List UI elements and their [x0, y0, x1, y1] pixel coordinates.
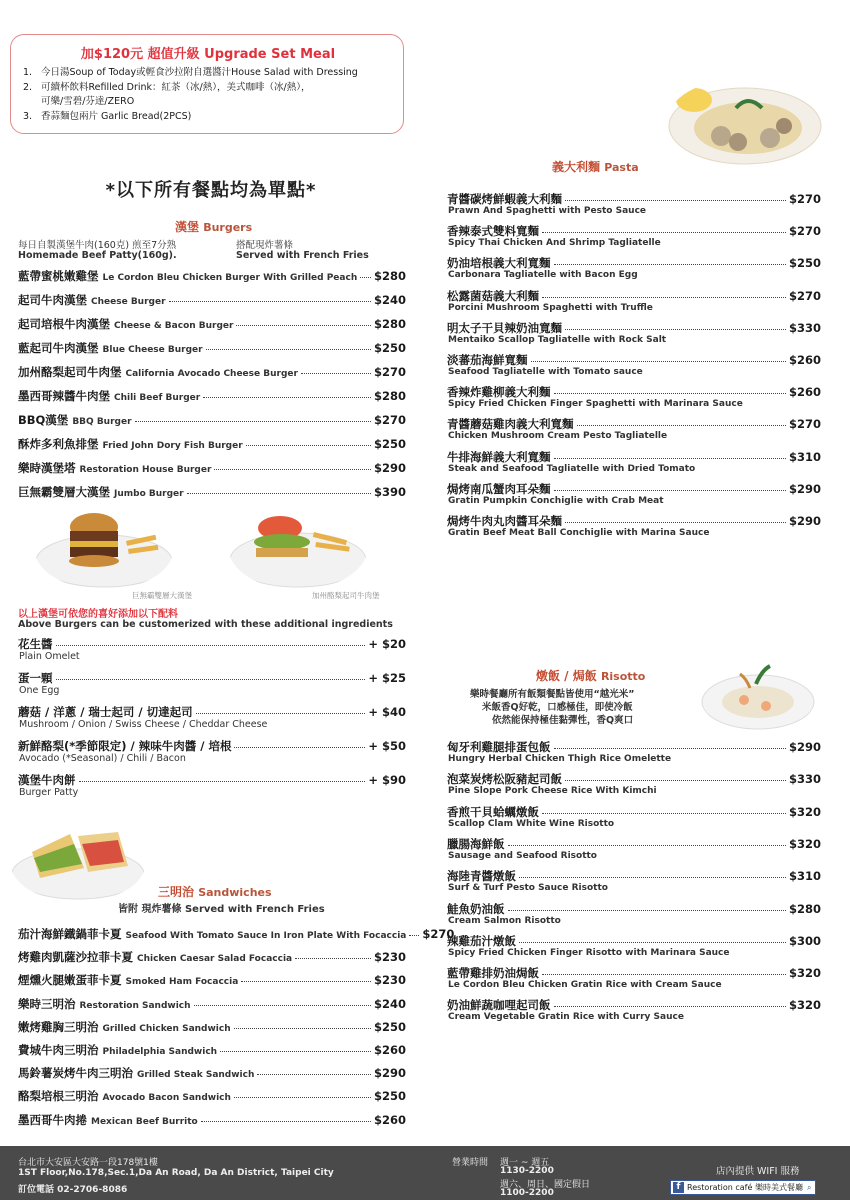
sandwiches-note: 皆附 現炸薯條 Served with French Fries	[118, 904, 325, 915]
pasta-row	[447, 255, 821, 271]
item-price: $250	[373, 437, 406, 451]
addons-title-zh: 以上漢堡可依您的喜好添加以下配料	[18, 609, 178, 620]
item-name-zh: 墨西哥牛肉捲	[18, 1112, 87, 1127]
item-price: $250	[788, 256, 821, 271]
item-name-en: Cream Vegetable Gratin Rice with Curry Sauce	[448, 1012, 684, 1023]
item-price: + $25	[368, 671, 406, 685]
facebook-badge[interactable]	[670, 1180, 816, 1195]
item-name-en: Mentaiko Scallop Tagliatelle with Rock Salt	[448, 334, 667, 345]
item-name-en: Chili Beef Burger	[114, 393, 201, 403]
pasta-row	[447, 320, 821, 336]
item-name-en: Seafood Tagliatelle with Tomato sauce	[448, 367, 643, 377]
pasta-section-title: 義大利麵 Pasta	[552, 160, 639, 174]
risotto-row	[447, 804, 821, 820]
item-price: $270	[422, 927, 455, 941]
jumbo-burger-caption: 巨無霸雙層大漢堡	[132, 591, 192, 600]
dot-leader	[236, 325, 371, 326]
dot-leader	[577, 425, 786, 426]
item-price: $240	[373, 293, 406, 307]
item-name-zh: 奶油鮮蔬咖哩起司飯	[447, 998, 551, 1013]
item-name-en: Pine Slope Pork Cheese Rice With Kimchi	[448, 786, 657, 797]
item-price: $390	[373, 485, 406, 499]
sandwich-row	[18, 1065, 406, 1081]
burger-row	[18, 292, 406, 308]
pasta-row	[447, 416, 821, 432]
item-name-zh: 藍帶雞排奶油焗飯	[447, 966, 539, 981]
item-price: $230	[373, 973, 406, 988]
dot-leader	[554, 264, 786, 265]
upgrade-item: 1. 今日湯Soup of Today或輕食沙拉附自選醬汁House Salad with Dressing	[23, 67, 358, 78]
risotto-row	[447, 868, 821, 884]
item-name-en: Avocado Bacon Sandwich	[102, 1093, 231, 1104]
item-price: $290	[788, 514, 821, 528]
item-name-zh: 嫩烤雞胸三明治	[18, 1019, 99, 1034]
dot-leader	[565, 329, 786, 330]
item-price: $310	[788, 449, 821, 464]
item-name-zh: 泡菜炭烤松阪豬起司飯	[447, 772, 562, 787]
facebook-label: Restoration café 樂時美式餐廳	[687, 1183, 803, 1192]
item-price: $270	[788, 417, 821, 432]
item-name-zh: 煙燻火腿嫩蛋菲卡夏	[18, 973, 122, 988]
item-price: $320	[788, 966, 821, 981]
item-name-zh: 松露菌菇義大利麵	[447, 288, 539, 303]
risotto-row	[447, 771, 821, 787]
dot-leader	[234, 1028, 371, 1029]
addon-row	[18, 670, 406, 686]
facebook-icon: f	[673, 1182, 684, 1193]
burger-row	[18, 484, 406, 500]
item-price: $260	[373, 1112, 406, 1127]
item-price: $240	[373, 996, 406, 1011]
item-price: $320	[788, 998, 821, 1013]
item-price: $270	[373, 365, 406, 379]
dot-leader	[542, 232, 786, 233]
item-price: $320	[788, 804, 821, 819]
item-name-zh: 巨無霸雙層大漢堡	[18, 485, 110, 499]
upgrade-item: 3. 香蒜麵包兩片 Garlic Bread(2PCS)	[23, 110, 192, 122]
dot-leader	[206, 349, 371, 350]
dot-leader	[542, 813, 786, 814]
item-name-en: BBQ Burger	[72, 417, 132, 427]
upgrade-set-box	[10, 34, 404, 134]
item-price: $330	[788, 320, 821, 335]
item-name-en: Porcini Mushroom Spaghetti with Truffle	[448, 302, 653, 313]
item-name-zh: 鮭魚奶油飯	[447, 901, 505, 916]
avocado-burger-photo	[228, 502, 368, 590]
item-name-zh: 臘腸海鮮飯	[447, 836, 505, 851]
item-name-zh: 馬鈴薯炭烤牛肉三明治	[18, 1066, 133, 1081]
item-price: $290	[788, 740, 821, 754]
item-name-en: Spicy Thai Chicken And Shrimp Tagliatelle	[448, 238, 661, 249]
item-name-en: Grilled Steak Sandwich	[137, 1070, 255, 1081]
dot-leader	[519, 942, 786, 943]
item-name-en: Mexican Beef Burrito	[91, 1116, 198, 1127]
item-name-zh: 墨西哥辣醬牛肉堡	[18, 389, 110, 403]
dot-leader	[257, 1074, 371, 1075]
item-name-zh: 蛋一顆	[18, 671, 53, 685]
burger-row	[18, 340, 406, 356]
item-name-zh: 牛排海鮮義大利寬麵	[447, 449, 551, 464]
risotto-row	[447, 836, 821, 852]
item-name-en: Carbonara Tagliatelle with Bacon Egg	[448, 270, 638, 281]
risotto-row	[447, 965, 821, 981]
item-name-zh: 酪梨培根三明治	[18, 1089, 99, 1104]
addons-title-en: Above Burgers can be customerized with these additional ingredients	[18, 619, 393, 630]
item-name-en: Avocado (*Seasonal) / Chili / Bacon	[19, 753, 186, 764]
dot-leader	[79, 781, 366, 782]
item-name-en: Fried John Dory Fish Burger	[102, 441, 243, 451]
item-price: $310	[788, 869, 821, 884]
dot-leader	[301, 373, 371, 374]
dot-leader	[565, 780, 786, 781]
item-name-en: Philadelphia Sandwich	[102, 1047, 218, 1057]
dot-leader	[187, 493, 371, 494]
fries-note-en: Served with French Fries	[236, 250, 369, 261]
item-name-zh: 樂時漢堡塔	[18, 461, 76, 475]
item-name-en: Steak and Seafood Tagliatelle with Dried Tomato	[448, 463, 696, 474]
item-price: $330	[788, 772, 821, 787]
fries-note-zh: 搭配現炸薯條	[236, 240, 294, 251]
dot-leader	[360, 277, 371, 278]
upgrade-title: 加$120元 超值升級 Upgrade Set Meal	[80, 47, 336, 62]
item-name-en: Jumbo Burger	[114, 489, 184, 499]
item-name-en: Gratin Pumpkin Conchiglie with Crab Meat	[448, 495, 664, 506]
item-name-zh: 藍起司牛肉漢堡	[18, 341, 99, 355]
sandwich-row	[18, 1019, 406, 1035]
burger-row	[18, 364, 406, 380]
item-name-zh: 匈牙利雞腿排蛋包飯	[447, 740, 551, 754]
item-name-zh: 新鮮酪梨(*季節限定) / 辣味牛肉醬 / 培根	[18, 739, 232, 753]
item-name-en: Spicy Fried Chicken Finger Risotto with Marinara Sauce	[448, 947, 730, 958]
footer-address-zh: 台北市大安區大安路一段178號1樓	[18, 1158, 158, 1168]
dot-leader	[554, 393, 786, 394]
risotto-row	[447, 739, 821, 755]
item-name-zh: 起司牛肉漢堡	[18, 293, 87, 307]
item-name-en: Surf & Turf Pesto Sauce Risotto	[448, 883, 608, 894]
burger-row	[18, 388, 406, 404]
sandwich-row	[18, 996, 406, 1012]
risotto-row	[447, 901, 821, 917]
item-name-en: Le Cordon Bleu Chicken Burger With Grilled Peach	[102, 273, 358, 283]
upgrade-item: 2. 可續杯飲料Refilled Drink：紅茶（冰/熱），美式咖啡（冰/熱），	[23, 81, 311, 93]
item-price: $280	[373, 269, 406, 283]
item-price: $260	[788, 385, 821, 400]
item-name-en: Cream Salmon Risotto	[448, 915, 561, 926]
risotto-note-1: 樂時餐廳所有飯類餐點皆使用“越光米”	[470, 689, 635, 700]
item-name-zh: 青醬碳烤鮮蝦義大利麵	[447, 192, 562, 206]
item-price: + $20	[368, 637, 406, 651]
burgers-section-title: 漢堡 Burgers	[175, 220, 253, 234]
footer-weekend-time: 1100-2200	[500, 1188, 554, 1198]
item-name-zh: 藍帶蜜桃嫩雞堡	[18, 269, 99, 283]
item-name-zh: 焗烤牛肉丸肉醬耳朵麵	[447, 514, 562, 528]
item-name-en: Seafood With Tomato Sauce In Iron Plate With Focaccia	[125, 931, 407, 941]
item-name-zh: 海陸青醬燉飯	[447, 869, 516, 884]
item-name-en: Gratin Beef Meat Ball Conchiglie with Marina Sauce	[448, 528, 710, 538]
item-name-en: Cheese & Bacon Burger	[114, 321, 234, 331]
dot-leader	[56, 679, 366, 680]
sandwich-row	[18, 972, 406, 988]
item-name-zh: 起司培根牛肉漢堡	[18, 317, 110, 331]
dot-leader	[554, 1006, 786, 1007]
risotto-photo	[700, 662, 816, 732]
footer-phone: 訂位電話 02-2706-8086	[18, 1185, 128, 1195]
footer-weekday: 週一 ~ 週五	[500, 1158, 550, 1168]
item-name-zh: 辣雞茄汁燉飯	[447, 933, 516, 948]
item-name-zh: 樂時三明治	[18, 996, 76, 1011]
dot-leader	[295, 958, 371, 959]
sandwich-row	[18, 1088, 406, 1104]
item-price: $260	[788, 353, 821, 367]
item-name-en: Scallop Clam White Wine Risotto	[448, 818, 615, 829]
addon-row	[18, 704, 406, 720]
sandwich-row	[18, 949, 406, 965]
item-name-en: One Egg	[19, 685, 60, 696]
patty-note-en: Homemade Beef Patty(160g).	[18, 250, 177, 261]
item-name-zh: 酥炸多利魚排堡	[18, 437, 99, 451]
item-name-en: Cheese Burger	[91, 297, 166, 307]
jumbo-burger-photo	[34, 505, 174, 590]
dot-leader	[56, 645, 366, 646]
item-name-en: Burger Patty	[19, 787, 79, 798]
dot-leader	[214, 469, 371, 470]
main-heading: *以下所有餐點均為單點*	[105, 180, 317, 201]
item-name-zh: 奶油培根義大利寬麵	[447, 256, 551, 271]
search-icon: ⌕	[806, 1182, 812, 1192]
item-name-en: Sausage and Seafood Risotto	[448, 850, 597, 861]
item-name-en: Grilled Chicken Sandwich	[102, 1023, 231, 1034]
item-name-en: Mushroom / Onion / Swiss Cheese / Cheddar Cheese	[19, 719, 268, 730]
item-name-en: Plain Omelet	[19, 651, 80, 662]
item-name-en: Blue Cheese Burger	[102, 345, 203, 355]
risotto-section-title: 燉飯 / 焗飯 Risotto	[536, 669, 646, 683]
dot-leader	[246, 445, 371, 446]
risotto-row	[447, 933, 821, 949]
item-name-zh: 明太子干貝辣奶油寬麵	[447, 320, 562, 335]
dot-leader	[554, 458, 786, 459]
burger-row	[18, 460, 406, 476]
item-name-zh: 焗烤南瓜蟹肉耳朵麵	[447, 481, 551, 496]
item-name-en: Hungry Herbal Chicken Thigh Rice Omelette	[448, 754, 672, 764]
footer-weekend: 週六、周日、國定假日	[500, 1180, 591, 1190]
addon-row	[18, 738, 406, 754]
item-name-zh: 茄汁海鮮鐵鍋菲卡夏	[18, 927, 122, 941]
upgrade-list	[23, 66, 393, 124]
item-price: $270	[788, 288, 821, 303]
item-name-zh: BBQ漢堡	[18, 413, 69, 427]
sandwiches-section-title: 三明治 Sandwiches	[158, 885, 272, 899]
burger-row	[18, 412, 406, 428]
item-price: $320	[788, 836, 821, 851]
dot-leader	[201, 1121, 371, 1122]
addon-row	[18, 772, 406, 788]
item-name-zh: 費城牛肉三明治	[18, 1043, 99, 1057]
item-price: $280	[788, 901, 821, 916]
pasta-row	[447, 288, 821, 304]
item-price: $250	[373, 1089, 406, 1104]
item-name-zh: 香煎干貝蛤蠣燉飯	[447, 804, 539, 819]
footer-weekday-time: 1130-2200	[500, 1166, 554, 1176]
pasta-row	[447, 191, 821, 207]
item-name-en: Spicy Fried Chicken Finger Spaghetti with Marinara Sauce	[448, 399, 743, 410]
dot-leader	[234, 747, 365, 748]
pasta-row	[447, 513, 821, 529]
item-name-en: Le Cordon Bleu Chicken Gratin Rice with Cream Sauce	[448, 980, 722, 991]
footer-wifi: 店內提供 WIFI 服務	[716, 1166, 800, 1177]
dot-leader	[169, 301, 371, 302]
item-price: $300	[788, 933, 821, 948]
item-price: $250	[373, 1019, 406, 1034]
dot-leader	[542, 974, 786, 975]
patty-note-zh: 每日自製漢堡牛肉(160克) 煎至7分熟	[18, 240, 177, 251]
item-name-en: Chicken Caesar Salad Focaccia	[137, 954, 293, 965]
sandwich-row	[18, 1042, 406, 1058]
dot-leader	[234, 1097, 371, 1098]
burger-row	[18, 436, 406, 452]
avocado-burger-caption: 加州酪梨起司牛肉堡	[312, 591, 380, 600]
item-name-en: Restoration Sandwich	[79, 1000, 191, 1011]
dot-leader	[241, 981, 371, 982]
pasta-row	[447, 384, 821, 400]
footer	[0, 1146, 850, 1200]
sandwich-row	[18, 926, 455, 942]
risotto-note-3: 依然能保持極佳黏彈性，香Q爽口	[492, 715, 634, 726]
dot-leader	[220, 1051, 371, 1052]
item-name-zh: 青醬蘑菇雞肉義大利寬麵	[447, 417, 574, 432]
dot-leader	[135, 421, 371, 422]
pasta-row	[447, 352, 821, 368]
item-price: $270	[373, 413, 406, 427]
dot-leader	[409, 935, 419, 936]
item-price: + $90	[368, 773, 406, 787]
risotto-row	[447, 997, 821, 1013]
footer-address-en: 1ST Floor,No.178,Sec.1,Da An Road, Da An District, Taipei City	[18, 1168, 334, 1178]
dot-leader	[531, 361, 786, 362]
item-price: + $50	[368, 739, 406, 753]
item-name-zh: 淡蕃茄海鮮寬麵	[447, 353, 528, 367]
item-name-en: Restoration House Burger	[79, 465, 212, 475]
item-name-en: Chicken Mushroom Cream Pesto Tagliatelle	[448, 431, 668, 442]
dot-leader	[519, 877, 786, 878]
addon-row	[18, 636, 406, 652]
item-price: $270	[788, 192, 821, 206]
item-name-en: California Avocado Cheese Burger	[125, 369, 298, 379]
item-name-en: Smoked Ham Focaccia	[125, 977, 239, 988]
item-price: $290	[373, 461, 406, 475]
item-price: $270	[788, 224, 821, 239]
risotto-note-2: 米飯香Q好乾，口感極佳，即使冷飯	[482, 702, 633, 713]
item-price: $280	[373, 389, 406, 403]
item-name-zh: 香辣泰式雙料寬麵	[447, 224, 539, 239]
item-name-en: Prawn And Spaghetti with Pesto Sauce	[448, 206, 647, 216]
item-price: $280	[373, 317, 406, 331]
item-name-zh: 漢堡牛肉餅	[18, 773, 76, 787]
item-price: $250	[373, 341, 406, 355]
dot-leader	[554, 490, 786, 491]
dot-leader	[508, 910, 786, 911]
dot-leader	[554, 748, 786, 749]
pasta-row	[447, 223, 821, 239]
sandwich-photo	[10, 822, 146, 902]
item-name-zh: 香辣炸雞柳義大利麵	[447, 385, 551, 400]
pasta-photo	[666, 78, 824, 168]
burger-row	[18, 268, 406, 284]
item-price: $260	[373, 1043, 406, 1057]
pasta-row	[447, 481, 821, 497]
dot-leader	[565, 200, 786, 201]
item-price: $290	[788, 481, 821, 496]
dot-leader	[508, 845, 786, 846]
dot-leader	[196, 713, 366, 714]
item-price: $290	[373, 1066, 406, 1081]
dot-leader	[194, 1005, 371, 1006]
sandwich-row	[18, 1112, 406, 1128]
item-price: $230	[373, 950, 406, 965]
dot-leader	[542, 297, 786, 298]
burger-row	[18, 316, 406, 332]
upgrade-item: 可樂/雪碧/芬達/ZERO	[41, 96, 135, 107]
item-name-zh: 烤雞肉凱薩沙拉菲卡夏	[18, 950, 133, 965]
footer-hours-label: 營業時間	[452, 1158, 489, 1168]
item-name-zh: 加州酪梨起司牛肉堡	[18, 365, 122, 379]
dot-leader	[203, 397, 371, 398]
pasta-row	[447, 449, 821, 465]
item-price: + $40	[368, 705, 406, 719]
dot-leader	[565, 522, 786, 523]
item-name-zh: 蘑菇 / 洋蔥 / 瑞士起司 / 切達起司	[18, 705, 193, 719]
item-name-zh: 花生醬	[18, 637, 53, 651]
